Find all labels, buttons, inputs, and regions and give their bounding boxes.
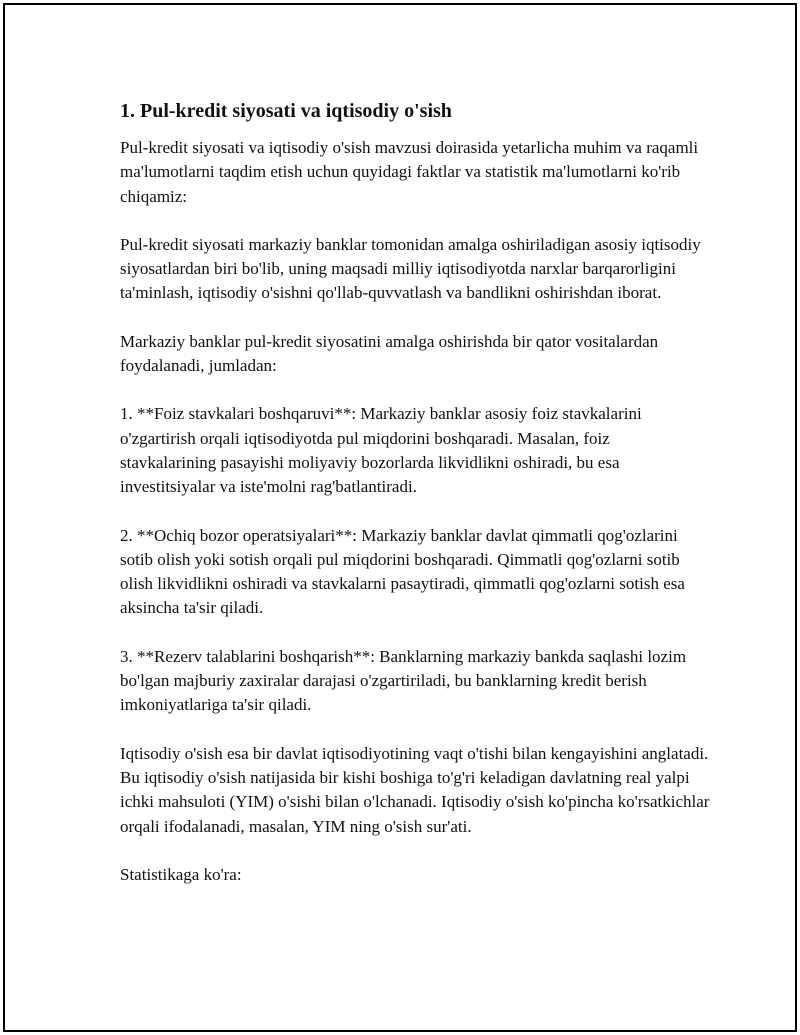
paragraph-intro: Pul-kredit siyosati va iqtisodiy o'sish mavzusi doirasida yetarlicha muhim va raqamli ma'lumotlarni taqdim etish uchun quyidagi faktlar va statistik ma'lumotlarni ko'rib chiqamiz: bbox=[120, 138, 699, 206]
paragraph-definition: Pul-kredit siyosati markaziy banklar tomonidan amalga oshiriladigan asosiy iqtisodiy siyosatlardan biri bo'lib, uning maqsadi milliy iqtisodiyotda narxlar barqarorligini ta'minlash, iqtisodiy o'sishni qo'llab-quvvatlash va bandlikni oshirishdan iborat. bbox=[120, 234, 701, 303]
paragraph-item-reserve: 3. **Rezerv talablarini boshqarish**: Banklarning markaziy bankda saqlashi lozim bo'lgan majburiy zaxiralar darajasi o'zgartiriladi, bu banklarning kredit berish imkoniyatlariga ta'sir qiladi. bbox=[120, 646, 687, 715]
section-heading: 1. Pul-kredit siyosati va iqtisodiy o'sish bbox=[120, 100, 452, 122]
paragraph-item-open-market: 2. **Ochiq bozor operatsiyalari**: Markaziy banklar davlat qimmatli qog'ozlarini sotib olish yoki sotish orqali pul miqdorini boshqaradi. Qimmatli qog'ozlarni sotib olish likvidlikni oshiradi va stavkalarni pasaytiradi, qimmatli qog'ozlarni sotish esa aksincha ta'sir qiladi. bbox=[120, 525, 685, 618]
document-body bbox=[120, 98, 710, 911]
paragraph-economic-growth: Iqtisodiy o'sish esa bir davlat iqtisodiyotining vaqt o'tishi bilan kengayishini anglatadi. Bu iqtisodiy o'sish natijasida bir kishi boshiga to'g'ri keladigan davlatning real yalpi ichki mahsuloti (YIM) o'sishi bilan o'lchanadi. Iqtisodiy o'sish ko'pincha ko'rsatkichlar orqali ifodalanadi, masalan, YIM ning o'sish sur'ati. bbox=[120, 743, 710, 836]
paragraph-tools-intro: Markaziy banklar pul-kredit siyosatini amalga oshirishda bir qator vositalardan foydalanadi, jumladan: bbox=[120, 331, 659, 376]
document-page bbox=[3, 3, 797, 1032]
paragraph-statistics: Statistikaga ko'ra: bbox=[120, 864, 242, 884]
paragraph-item-interest-rates: 1. **Foiz stavkalari boshqaruvi**: Markaziy banklar asosiy foiz stavkalarini o'zgartirish orqali iqtisodiyotda pul miqdorini boshqaradi. Masalan, foiz stavkalarining pasayishi moliyaviy bozorlarda likvidlikni oshiradi, bu esa investitsiyalar va iste'molni rag'batlantiradi. bbox=[120, 404, 642, 497]
